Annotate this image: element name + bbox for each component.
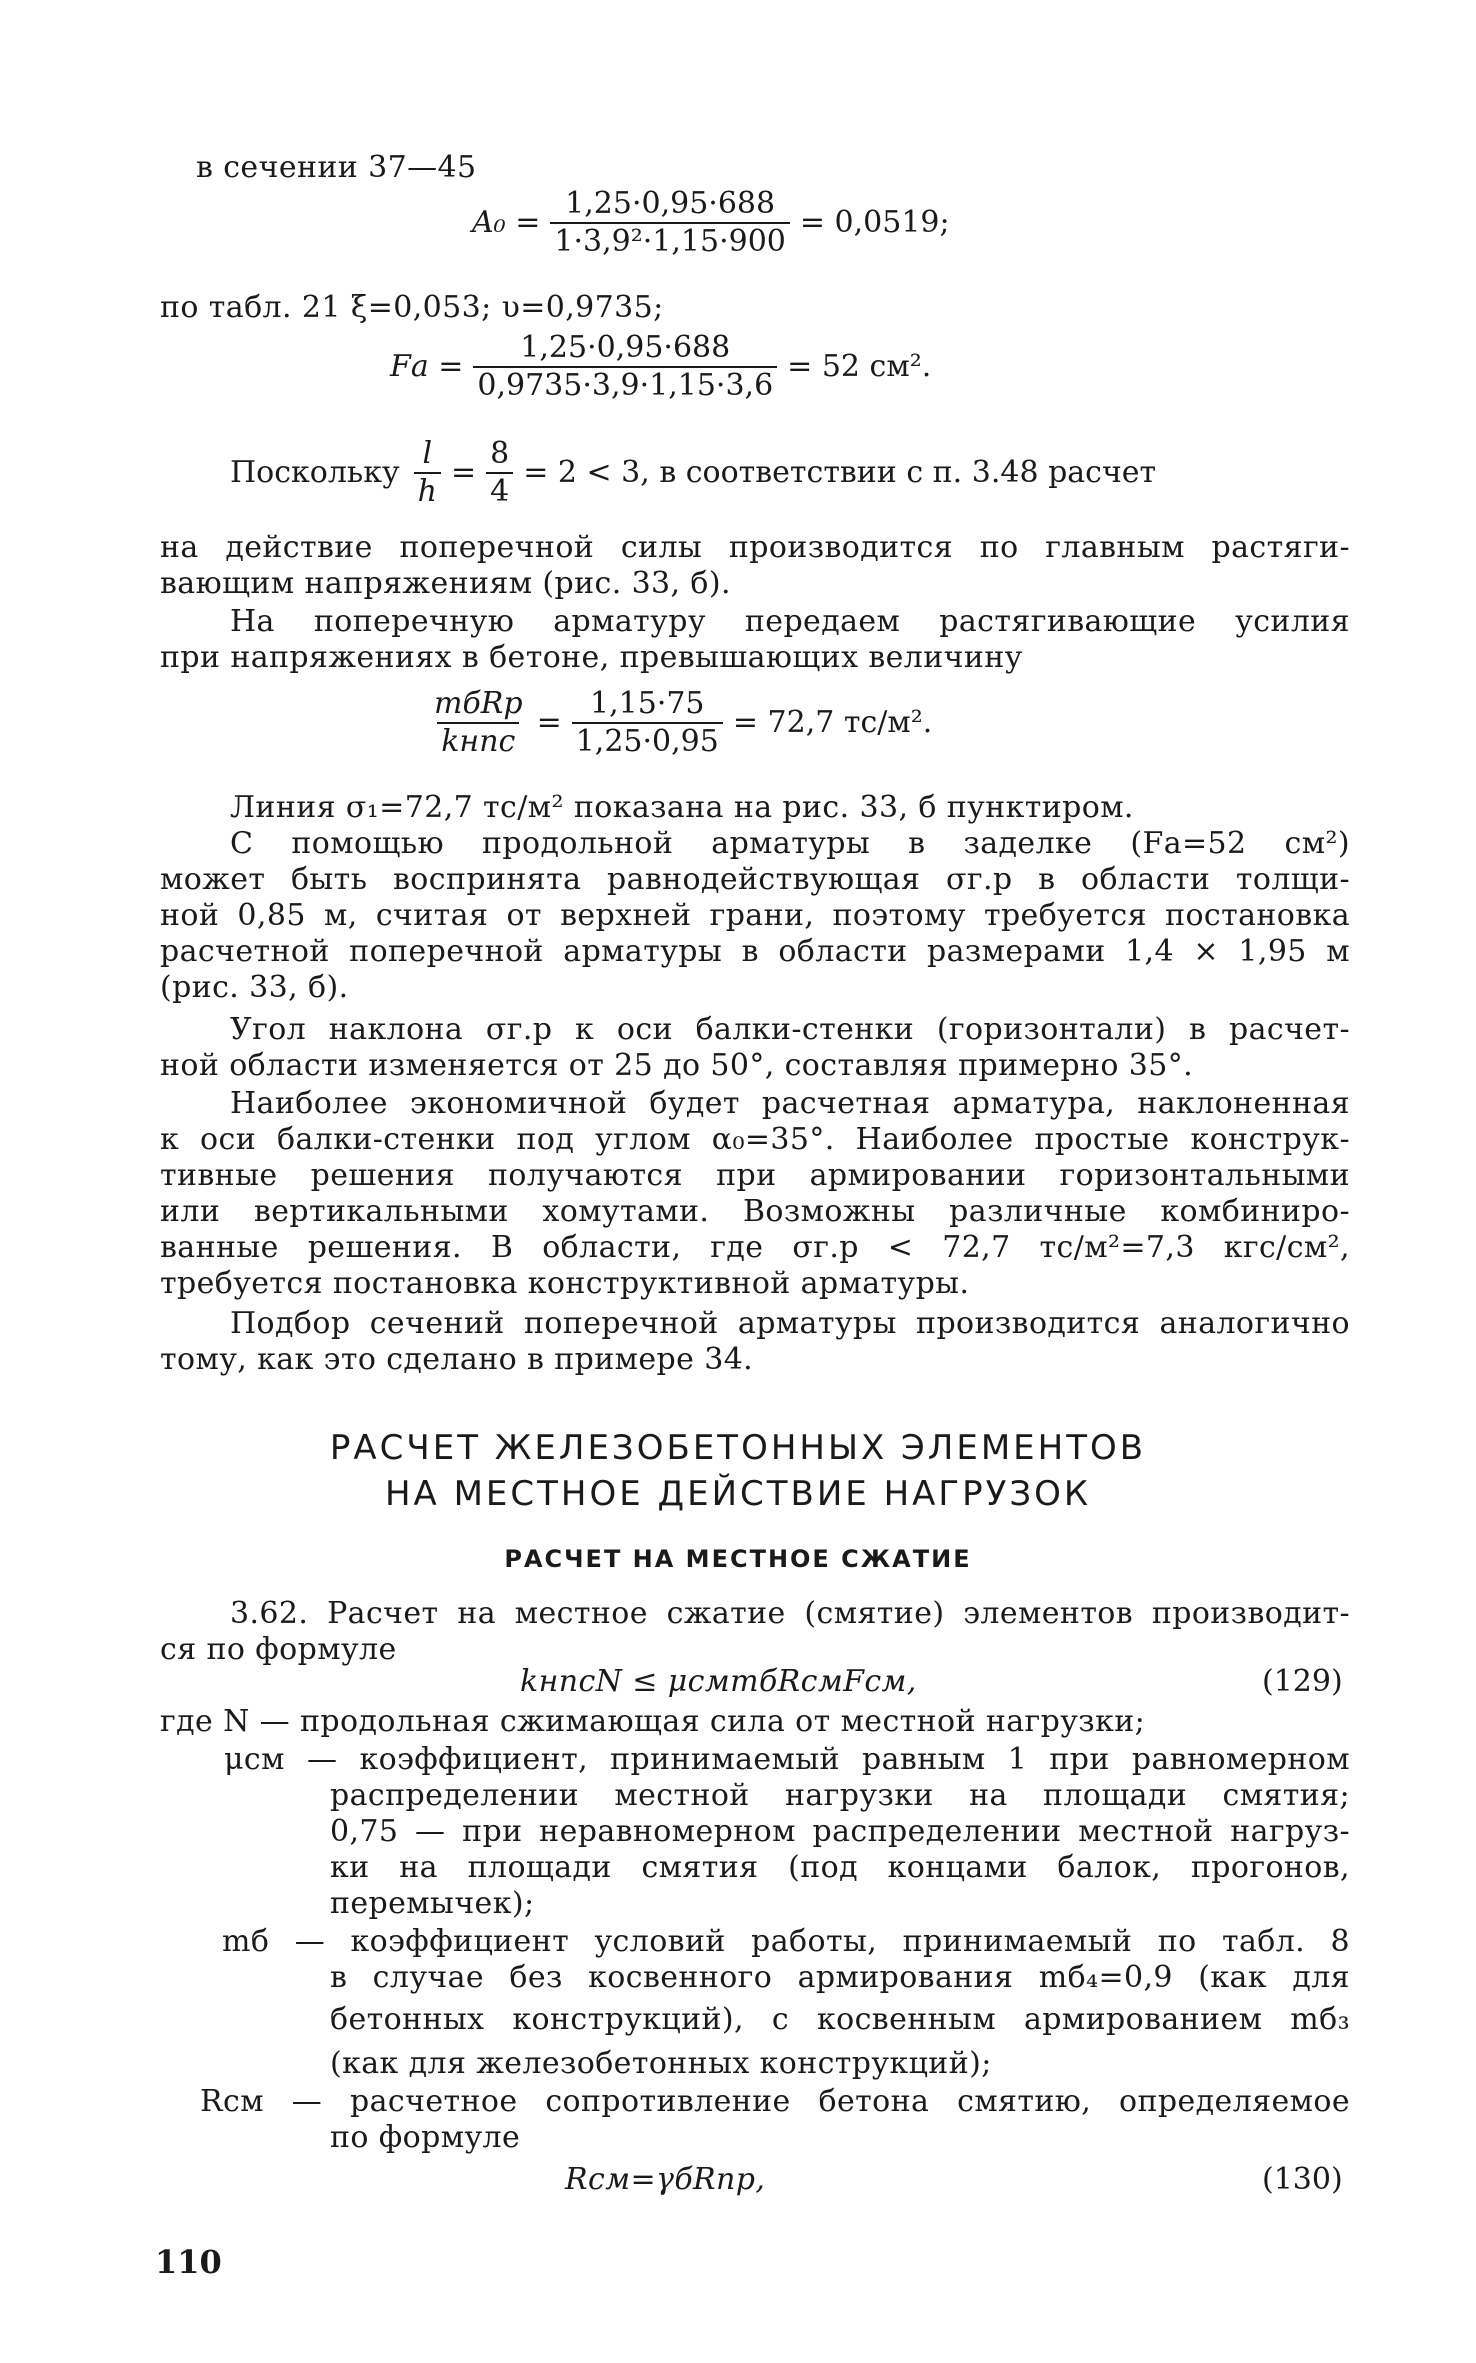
equation-sigma — [430, 686, 932, 760]
definition-line: перемычек); — [330, 1886, 535, 1921]
eq-fa-rhs: = 52 см². — [787, 349, 932, 384]
page-number: 110 — [155, 2243, 222, 2281]
paragraph-line: Подбор сечений поперечной арматуры производится аналогично — [230, 1306, 1350, 1341]
paragraph-line: к оси балки-стенки под углом α₀=35°. Наиболее простые конструк- — [160, 1122, 1350, 1157]
eq-sigma-num2: 1,15·75 — [590, 686, 705, 721]
formula-130: Rсм=γбRпр, — [565, 2162, 766, 2197]
eq-sigma-fraction-1 — [430, 686, 527, 760]
eq-fa-fraction — [473, 330, 777, 404]
ratio-line — [230, 436, 1156, 510]
ratio-fraction-84 — [486, 436, 513, 510]
eq-sigma-num1: mбRр — [434, 686, 523, 721]
eq-fa-numerator: 1,25·0,95·688 — [520, 330, 731, 365]
paragraph-line: С помощью продольной арматуры в заделке (Fа=52 см²) — [230, 826, 1350, 861]
paragraph-line: вающим напряжениям (рис. 33, б). — [160, 566, 731, 601]
paragraph-line: Наиболее экономичной будет расчетная арматура, наклоненная — [230, 1086, 1350, 1121]
paragraph-line: ся по формуле — [160, 1632, 397, 1667]
ratio-num1: l — [422, 436, 433, 471]
eq-a0-lhs: A₀ = — [472, 205, 541, 240]
definition-line: по формуле — [330, 2120, 521, 2155]
table-reference: по табл. 21 ξ=0,053; υ=0,9735; — [160, 290, 664, 325]
ratio-den1: h — [414, 472, 441, 510]
definition-line: распределении местной нагрузки на площади смятия; — [330, 1778, 1350, 1813]
eq-sigma-den2: 1,25·0,95 — [572, 722, 723, 760]
paragraph-line: Линия σ₁=72,7 тс/м² показана на рис. 33, б пунктиром. — [230, 790, 1134, 825]
formula-130-number: (130) — [1262, 2162, 1343, 2197]
paragraph-line: тивные решения получаются при армировании горизонтальными — [160, 1158, 1350, 1193]
eq-a0-rhs: = 0,0519; — [799, 205, 950, 240]
paragraph-line: Угол наклона σг.р к оси балки-стенки (горизонтали) в расчет- — [230, 1012, 1350, 1047]
definition-line: бетонных конструкций), с косвенным армированием mб₃ — [330, 2002, 1350, 2037]
definition-line: ки на площади смятия (под концами балок, прогонов, — [330, 1850, 1350, 1885]
paragraph-line: ной области изменяется от 25 до 50°, составляя примерно 35°. — [160, 1048, 1194, 1083]
definition-line: 0,75 — при неравномерном распределении местной нагруз- — [330, 1814, 1350, 1849]
eq-sigma-eq: = — [536, 705, 562, 740]
eq-a0-fraction — [550, 186, 790, 260]
eq-fa-lhs: Fа = — [390, 349, 464, 384]
paragraph-line: На поперечную арматуру передаем растягивающие усилия — [230, 604, 1350, 639]
section-heading-line-1: РАСЧЕТ ЖЕЛЕЗОБЕТОННЫХ ЭЛЕМЕНТОВ — [329, 1428, 1147, 1468]
eq-sigma-fraction-2 — [572, 686, 723, 760]
section-label: в сечении 37—45 — [196, 150, 477, 185]
ratio-den2: 4 — [486, 472, 513, 510]
ratio-num2: 8 — [490, 436, 510, 471]
paragraph-line: (рис. 33, б). — [160, 970, 349, 1005]
ratio-fraction-lh — [414, 436, 441, 510]
definition-line: Rсм — расчетное сопротивление бетона смятию, определяемое — [200, 2084, 1350, 2119]
definition-line: mб — коэффициент условий работы, принимаемый по табл. 8 — [222, 1924, 1350, 1959]
paragraph-line: ванные решения. В области, где σг.р < 72,7 тс/м²=7,3 кгс/см², — [160, 1230, 1350, 1265]
ratio-pre: Поскольку — [230, 455, 400, 490]
ratio-eq: = — [450, 455, 477, 490]
paragraph-line: ной 0,85 м, считая от верхней грани, поэтому требуется постановка — [160, 898, 1350, 933]
definition-line: (как для железобетонных конструкций); — [330, 2046, 992, 2081]
formula-129: kнnсN ≤ μсмmбRсмFсм, — [520, 1664, 917, 1699]
paragraph-line: или вертикальными хомутами. Возможны различные комбиниро- — [160, 1194, 1350, 1229]
definition-line: где N — продольная сжимающая сила от местной нагрузки; — [160, 1704, 1146, 1739]
eq-sigma-den1: kнnс — [437, 722, 519, 760]
formula-129-number: (129) — [1262, 1664, 1343, 1699]
eq-a0-denominator: 1·3,9²·1,15·900 — [550, 222, 790, 260]
paragraph-line: требуется постановка конструктивной арматуры. — [160, 1266, 970, 1301]
paragraph-line: тому, как это сделано в примере 34. — [160, 1342, 754, 1377]
paragraph-line: на действие поперечной силы производится по главным растяги- — [160, 530, 1350, 565]
subsection-heading: РАСЧЕТ НА МЕСТНОЕ СЖАТИЕ — [504, 1545, 972, 1573]
definition-line: в случае без косвенного армирования mб₄=0,9 (как для — [330, 1960, 1350, 1995]
eq-sigma-rhs: = 72,7 тс/м². — [732, 705, 933, 740]
paragraph-line: может быть воспринята равнодействующая σг.р в области толщи- — [160, 862, 1350, 897]
definition-line: μсм — коэффициент, принимаемый равным 1 при равномерном — [224, 1742, 1350, 1777]
ratio-post: = 2 < 3, в соответствии с п. 3.48 расчет — [523, 455, 1157, 490]
eq-a0-numerator: 1,25·0,95·688 — [565, 186, 776, 221]
equation-a0 — [472, 186, 950, 260]
paragraph-line: расчетной поперечной арматуры в области размерами 1,4 × 1,95 м — [160, 934, 1350, 969]
eq-fa-denominator: 0,9735·3,9·1,15·3,6 — [473, 366, 777, 404]
section-heading-line-2: НА МЕСТНОЕ ДЕЙСТВИЕ НАГРУЗОК — [384, 1474, 1092, 1514]
equation-fa — [390, 330, 931, 404]
paragraph-line: 3.62. Расчет на местное сжатие (смятие) элементов производит- — [230, 1596, 1350, 1631]
paragraph-line: при напряжениях в бетоне, превышающих величину — [160, 640, 1023, 675]
